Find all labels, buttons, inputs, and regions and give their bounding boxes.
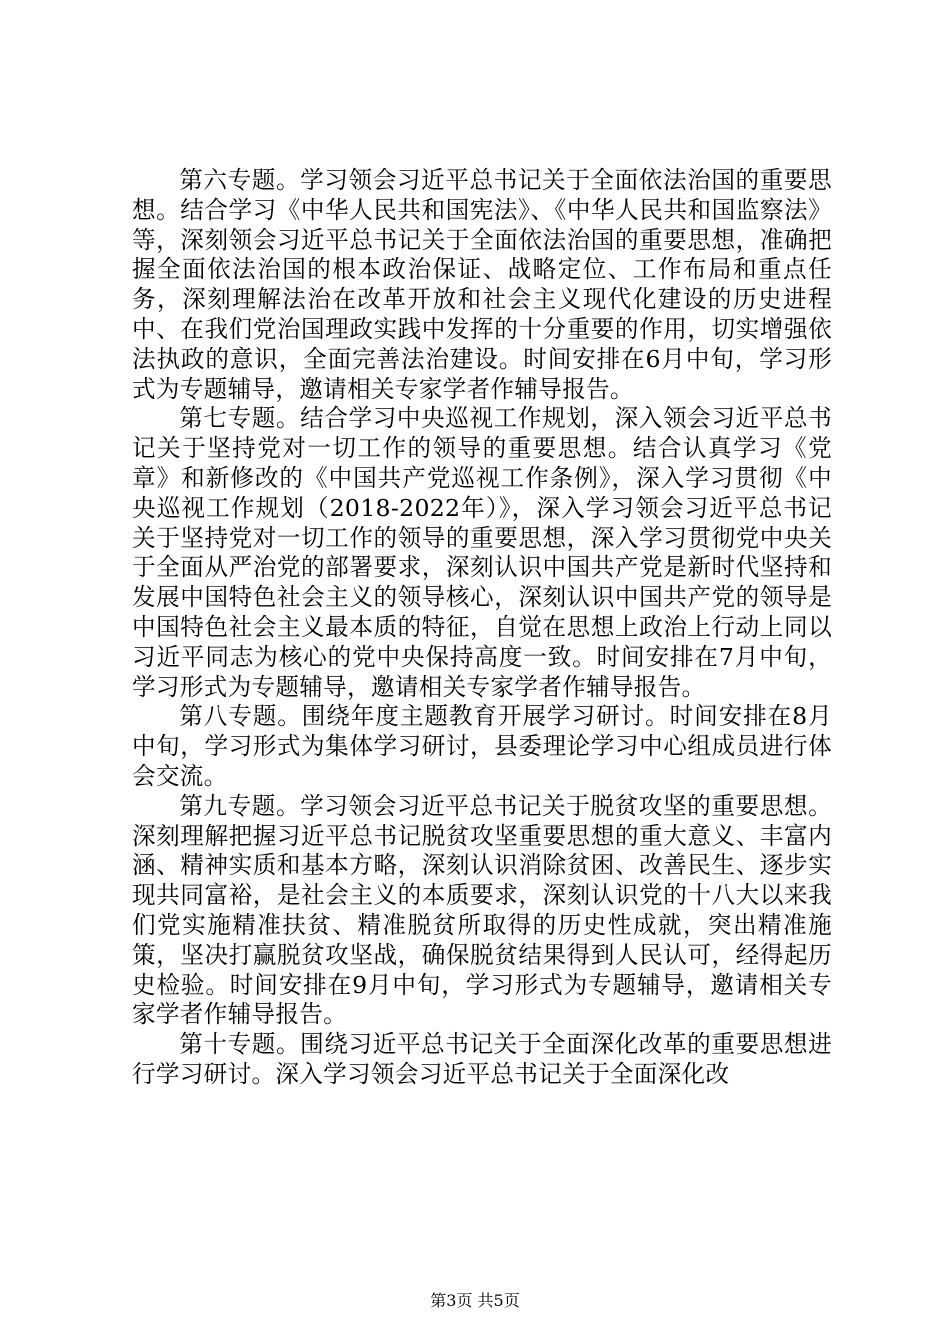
paragraph-topic-6: 第六专题。学习领会习近平总书记关于全面依法治国的重要思想。结合学习《中华人民共和国宪法》、《中华人民共和国监察法》等，深刻领会习近平总书记关于全面依法治国的重要思想，准确把握全面依法治国的根本政治保证、战略定位、工作布局和重点任务，深刻理解法治在改革开放和社会主义现代化建设的历史进程中、在我们党治国理政实践中发挥的十分重要的作用，切实增强依法执政的意识，全面完善法治建设。时间安排在6月中旬，学习形式为专题辅导，邀请相关专家学者作辅导报告。 bbox=[132, 166, 832, 403]
paragraph-topic-8: 第八专题。围绕年度主题教育开展学习研讨。时间安排在8月中旬，学习形式为集体学习研讨，县委理论学习中心组成员进行体会交流。 bbox=[132, 702, 832, 790]
document-body bbox=[132, 166, 832, 1090]
paragraph-topic-10: 第十专题。围绕习近平总书记关于全面深化改革的重要思想进行学习研讨。深入学习领会习近平总书记关于全面深化改 bbox=[132, 1030, 832, 1088]
paragraph-topic-9: 第九专题。学习领会习近平总书记关于脱贫攻坚的重要思想。深刻理解把握习近平总书记脱贫攻坚重要思想的重大意义、丰富内涵、精神实质和基本方略，深刻认识消除贫困、改善民生、逐步实现共同富裕，是社会主义的本质要求，深刻认识党的十八大以来我们党实施精准扶贫、精准脱贫所取得的历史性成就，突出精准施策，坚决打赢脱贫攻坚战，确保脱贫结果得到人民认可，经得起历史检验。时间安排在9月中旬，学习形式为专题辅导，邀请相关专家学者作辅导报告。 bbox=[132, 791, 832, 1029]
paragraph-topic-7: 第七专题。结合学习中央巡视工作规划，深入领会习近平总书记关于坚持党对一切工作的领导的重要思想。结合认真学习《党章》和新修改的《中国共产党巡视工作条例》，深入学习贯彻《中央巡视工作规划（2018-2022年）》，深入学习领会习近平总书记关于坚持党对一切工作的领导的重要思想，深入学习贯彻党中央关于全面从严治党的部署要求，深刻认识中国共产党是新时代坚持和发展中国特色社会主义的领导核心，深刻认识中国共产党的领导是中国特色社会主义最本质的特征，自觉在思想上政治上行动上同以习近平同志为核心的党中央保持高度一致。时间安排在7月中旬，学习形式为专题辅导，邀请相关专家学者作辅导报告。 bbox=[132, 404, 832, 701]
page-number-footer: 第3页 共5页 bbox=[430, 1291, 520, 1310]
